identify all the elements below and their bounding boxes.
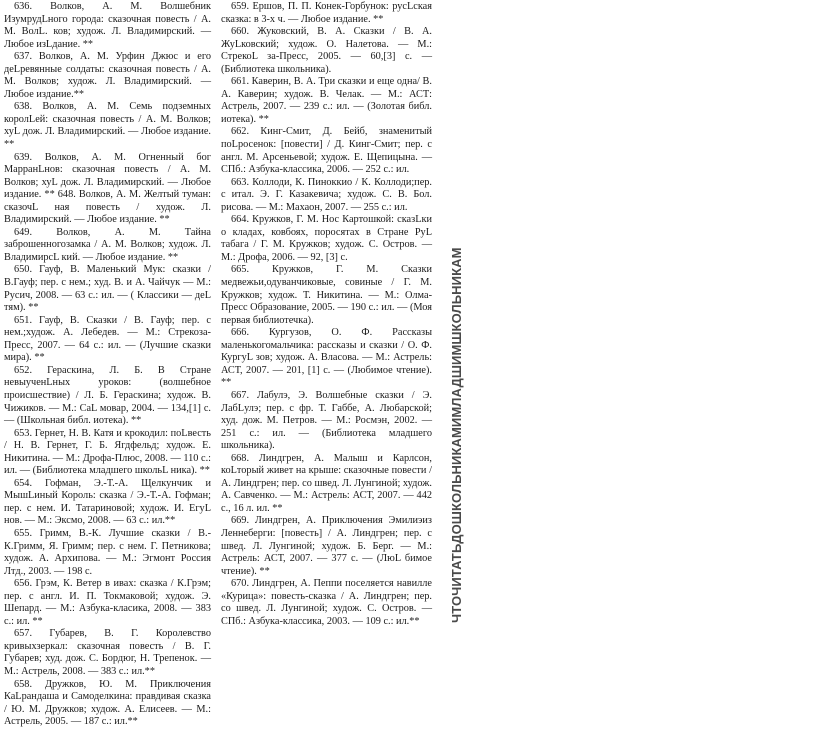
bibliography-entry-662: 662. Кинг-Смит, Д. Бейб, знаменитый поLросенок: [повести] / Д. Кинг-Смит; пер. с англ. М. Арсеньевой; худож. Е. Щепицына. — СПб.: Азбука-классика, 2006. — 252 с.: ил.	[221, 126, 432, 176]
bibliography-entry-659: 659. Ершов, П. П. Конек-Горбунок: русLская сказка: в 3-х ч. — Любое издание. **	[221, 1, 432, 25]
bibliography-entry-636: 636. Волков, А. М. Волшебник ИзумрудLного города: сказочная повесть / А. М. ВолL. ков; худож. Л. Владимирский. — Любое изLданиe. **	[4, 1, 211, 50]
bibliography-entry-650: 650. Гауф, В. Маленький Мук: сказки / В.Гауф; пер. с нем.; худ. В. и А. Чайчук — М.: Русич, 2008. — 63 с.: ил. — ( Классики — деL тям). **	[4, 264, 211, 314]
bibliography-entry-665: 665. Кружков, Г. М. Сказки медвежьи,одуванчиковые, совиные / Г. М. Кружков; худож. Т. Никитина. — М.: Олма-Пресс Образование, 2005. — 190 с.: ил. — (Моя первая библиотечка).	[221, 264, 432, 326]
bibliography-entry-668: 668. Линдгрен, А. Малыш и Карлсон, коLторый живет на крыше: сказочные повести / А. Линдгрен; пер. со швед. Л. Лунгиной; худож. А. Савченко. — М.: Астрель: АСТ, 2007. — 442 с., 16 л. ил. **	[221, 452, 432, 514]
bibliography-entry-667: 667. Лабулэ, Э. Волшебные сказки / Э. ЛабLулэ; пер. с фр. Т. Габбе, А. Любарской; худ. дож. М. Петров. — М.: Росмэн, 2002. — 251 с.: ил. — (Библиотека младшего школьника).	[221, 389, 432, 452]
bibliography-entry-660: 660. Жуковский, В. А. Сказки / В. А. ЖуLковский; худож. О. Налетова. — М.: СтрекоL за-Пресс, 2005. — 60,[3] с. — (Библиотека школьника).	[221, 26, 432, 75]
bibliography-entry-669: 669. Линдгрен, А. Приключения Эмилиэиз Леннеберги: [повесть] / А. Линдгрен; пер. с швед. Л. Лунгиной; худож. Б. Берг. — М.: Астрель: АСТ, 2007. — 377 с. — (ЛюL бимое чтение). **	[221, 515, 432, 577]
bibliography-entry-637: 637. Волков, А. М. Урфин Джюс и его деLревянные солдаты: сказочная повесть / А. М. Волков; худож. Л. Владимирский. — Любое издание.**	[4, 51, 211, 100]
bibliography-entry-638: 638. Волков, А. М. Семь подземных королLей: сказочная повесть / А. М. Волков; хуL дож. Л. Владимирский. — Любое издание. **	[4, 101, 211, 151]
bibliography-entry-649: 649. Волков, А. М. Тайна заброшенногозамка / А. М. Волков; худож. Л. ВладимирсL кий. — Любое издание. **	[4, 226, 211, 263]
bibliography-entry-651: 651. Гауф, В. Сказки / В. Гауф; пер. с нем.;худож. А. Лебедев. — М.: Стрекоза-Пресс, 2007. — 64 с.: ил. — (Лучшие сказки мира). **	[4, 314, 211, 364]
bibliography-entry-657: 657. Губарев, В. Г. Королевство кривыхзеркал: сказочная повесть / В. Г. Губарев; худ. дож. С. Бордюг, Н. Трепенок. — М.: Астрель, 2008. — 383 с.: ил.**	[4, 628, 211, 677]
bibliography-entry-639: 639. Волков, А. М. Огненный бог МарранLнов: сказочная повесть / А. М. Волков; хуL дож. Л. Владимирский. — Любое издание. ** 648. Волков, А. М. Желтый туман: сказочL ная повесть / худож. Л. Владимирский. — Любое издание. **	[4, 151, 211, 226]
left-column	[4, 1, 211, 729]
bibliography-entry-664: 664. Кружков, Г. М. Нос Картошкой: сказLки о кладах, ковбоях, поросятах в Стране РуL табага / Г. М. Кружков; худож. С. Остров. — М.: Дрофа, 2006. — 92, [3] с.	[221, 214, 432, 263]
side-caption: ЧТОЧИТАТЬДОШКОЛЬНИКАМИМЛАДШИМШКОЛЬНИКАМ	[449, 247, 464, 623]
bibliography-entry-663: 663. Коллоди, К. Пиноккио / К. Коллоди;пер. с итал. Э. Г. Казакевича; худож. С. В. Бол. рисова. — М.: Махаон, 2007. — 255 с.: ил.	[221, 176, 432, 213]
right-column	[221, 1, 432, 628]
bibliography-entry-653: 653. Гернет, Н. В. Катя и крокодил: поLвесть / Н. В. Гернет, Г. Б. Ягдфельд; худож. Е. Никитина. — М.: Дрофа-Плюс, 2008. — 110 с.: ил. — (Библиотека младшего школьL ника). **	[4, 427, 211, 477]
bibliography-entry-656: 656. Грэм, К. Ветер в ивах: сказка / К.Грэм; пер. с англ. И. П. Токмаковой; худож. Э. Шепард. — М.: Азбука-класика, 2008. — 383 с.: ил. **	[4, 578, 211, 627]
bibliography-entry-655: 655. Гримм, В.-К. Лучшие сказки / В.-К.Гримм, Я. Гримм; пер. с нем. Г. Петникова; худож. А. Архипова. — М.: Эгмонт Россия Лтд., 2003. — 198 с.	[4, 527, 211, 577]
bibliography-entry-670: 670. Линдгрен, А. Пеппи поселяется навилле «Курица»: повесть-сказка / А. Линдгрен; пер. со швед. Л. Лунгиной; худож. С. Остров. — СПб.: Азбука-классика, 2003. — 109 с.: ил.**	[221, 578, 432, 627]
bibliography-entry-661: 661. Каверин, В. А. Три сказки и еще одна/ В. А. Каверин; худож. В. Челак. — М.: АСТ: Астрель, 2007. — 239 с.: ил. — (Золотая библ. иотека). **	[221, 76, 432, 125]
bibliography-entry-666: 666. Кургузов, О. Ф. Рассказы маленькогомальчика: рассказы и сказки / О. Ф. КургуL зов; худож. А. Власова. — М.: Астрель: АСТ, 2007. — 201, [1] с. — (Любимое чтение). **	[221, 327, 432, 389]
bibliography-entry-658: 658. Дружков, Ю. М. Приключения КаLрандаша и Самоделкина: правдивая сказка / Ю. М. Дружков; худож. А. Елисеев. — М.: Астрель, 2005. — 187 с.: ил.**	[4, 678, 211, 728]
bibliography-entry-652: 652. Гераскина, Л. Б. В Стране невыученLных уроков: (волшебное происшествие) / Л. Б. Гераскина; худож. В. Чижиков. — М.: СаL мовар, 2004. — 134,[1] с. — (Школьная библ. иотека). **	[4, 364, 211, 427]
bibliography-entry-654: 654. Гофман, Э.-Т.-А. Щелкунчик и МышLиный Король: сказка / Э.-Т.-А. Гофман; пер. с нем. И. Татариновой; худож. И. ЕгуL нов. — М.: Эксмо, 2008. — 63 с.: ил.**	[4, 477, 211, 527]
